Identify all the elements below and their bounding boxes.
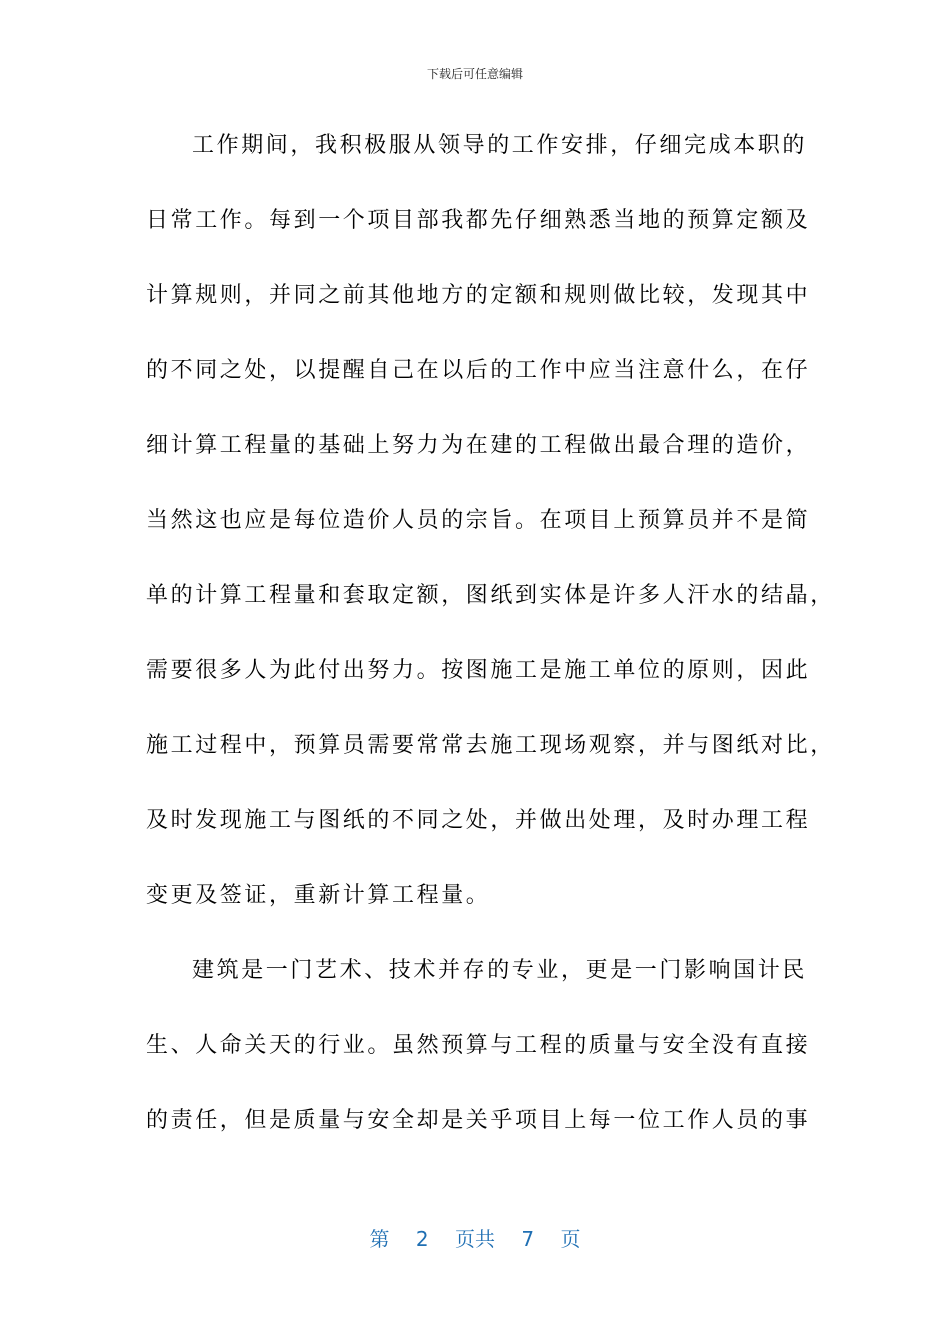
paragraph-2-line-2: 生、人命关天的行业。虽然预算与工程的质量与安全没有直接 <box>146 1033 811 1058</box>
paragraph-1-line-7: 单的计算工程量和套取定额，图纸到实体是许多人汗水的结晶， <box>146 583 835 608</box>
paragraph-1-line-9: 施工过程中，预算员需要常常去施工现场观察，并与图纸对比， <box>146 733 835 758</box>
paragraph-1-line-8: 需要很多人为此付出努力。按图施工是施工单位的原则，因此 <box>146 658 811 683</box>
paragraph-1-line-4: 的不同之处，以提醒自己在以后的工作中应当注意什么，在仔 <box>146 358 811 383</box>
footer-total-pages: 7 <box>521 1227 535 1251</box>
page-footer <box>0 1225 950 1253</box>
page-header: 下载后可任意编辑 <box>426 67 523 81</box>
paragraph-1-line-6: 当然这也应是每位造价人员的宗旨。在项目上预算员并不是简 <box>146 508 811 533</box>
footer-prefix: 第 <box>369 1227 390 1251</box>
footer-middle: 页共 <box>455 1227 495 1251</box>
paragraph-1-line-11: 变更及签证，重新计算工程量。 <box>146 883 491 908</box>
paragraph-1-line-5: 细计算工程量的基础上努力为在建的工程做出最合理的造价， <box>146 433 811 458</box>
paragraph-1-line-10: 及时发现施工与图纸的不同之处，并做出处理，及时办理工程 <box>146 808 811 833</box>
paragraph-2-line-3: 的责任，但是质量与安全却是关乎项目上每一位工作人员的事 <box>146 1108 811 1133</box>
footer-page-number: 2 <box>415 1227 429 1251</box>
paragraph-2-line-1: 建筑是一门艺术、技术并存的专业，更是一门影响国计民 <box>192 958 808 983</box>
paragraph-1-line-1: 工作期间，我积极服从领导的工作安排，仔细完成本职的 <box>192 133 808 158</box>
paragraph-1-line-2: 日常工作。每到一个项目部我都先仔细熟悉当地的预算定额及 <box>146 208 811 233</box>
paragraph-1-line-3: 计算规则，并同之前其他地方的定额和规则做比较，发现其中 <box>146 283 811 308</box>
document-body <box>146 124 835 1174</box>
footer-suffix: 页 <box>560 1227 581 1251</box>
